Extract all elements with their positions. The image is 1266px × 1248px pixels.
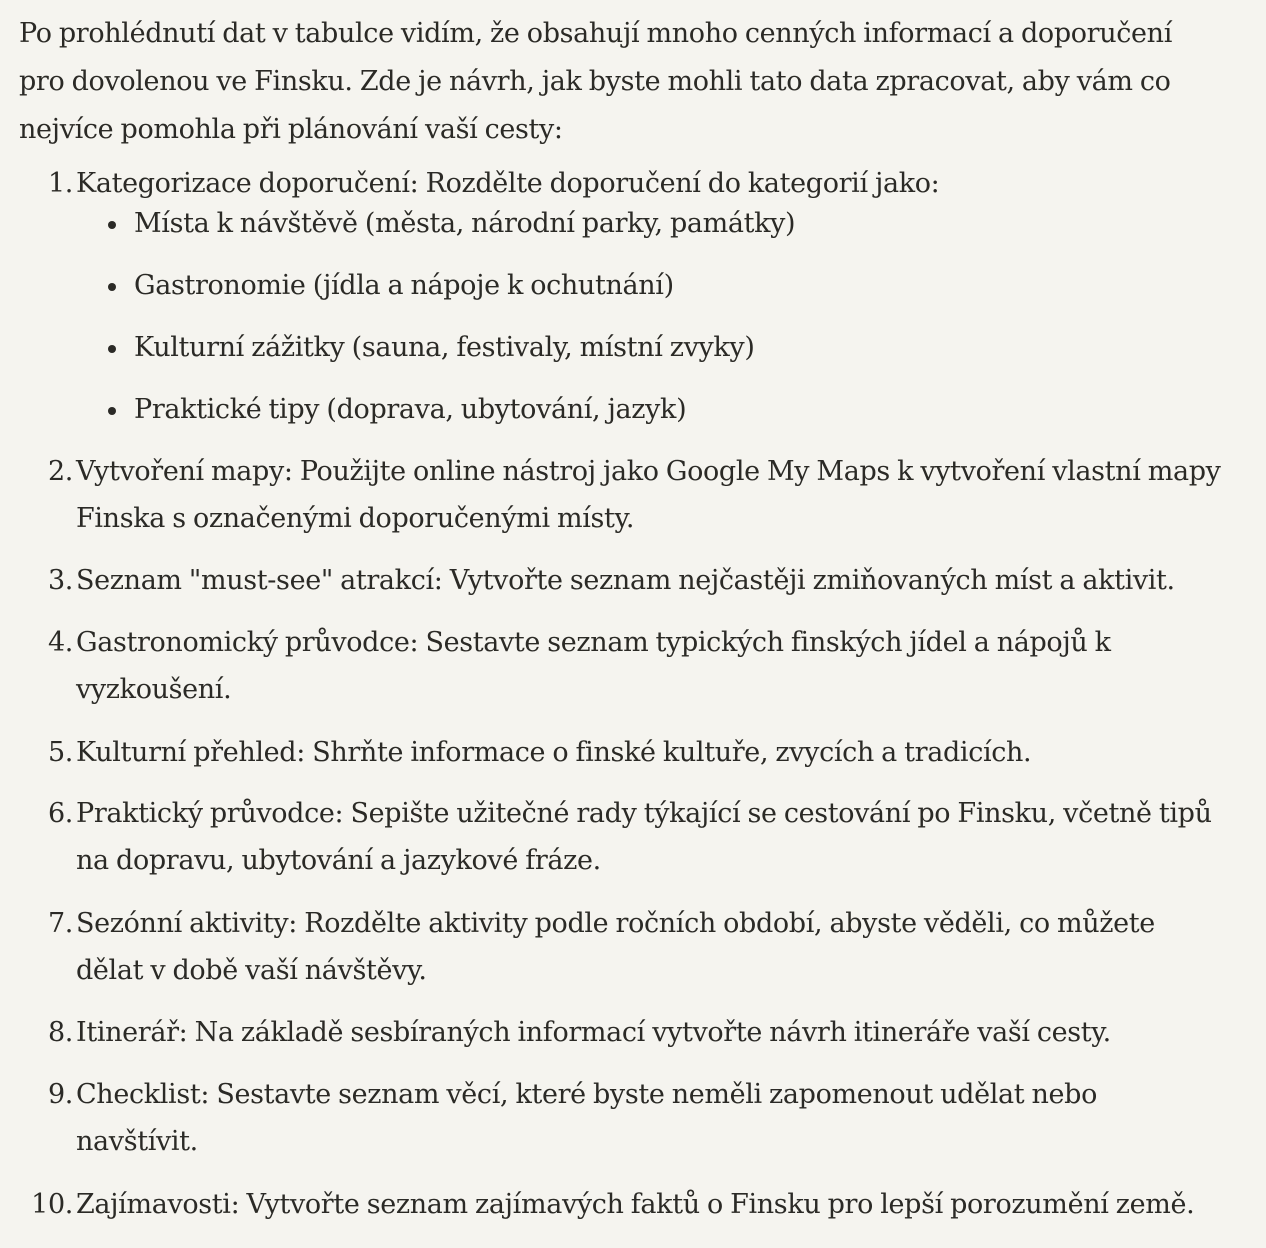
- list-item-categorization: [47, 160, 1226, 207]
- bullet-icon: [108, 345, 116, 353]
- list-item-text: Zajímavosti: Vytvořte seznam zajímavých faktů o Finsku pro lepší porozumění země.: [76, 1189, 1195, 1220]
- list-number: 8.: [47, 1017, 73, 1048]
- list-number: 1.: [47, 168, 73, 199]
- list-item-text: Kategorizace doporučení: Rozdělte doporučení do kategorií jako:: [76, 168, 940, 199]
- bullet-icon: [108, 407, 116, 415]
- list-item-text: Vytvoření mapy: Použijte online nástroj jako Google My Maps k vytvoření vlastní mapy Finska s označenými doporučenými místy.: [76, 456, 1221, 534]
- bullet-icon: [108, 283, 116, 291]
- list-number: 10.: [31, 1189, 73, 1220]
- list-item-text: Checklist: Sestavte seznam věcí, které byste neměli zapomenout udělat nebo navštívit.: [76, 1079, 1097, 1157]
- bullet-icon: [108, 221, 116, 229]
- list-item-gastronomy-guide: [47, 619, 1226, 713]
- list-item-must-see: [47, 557, 1226, 604]
- list-item-seasonal: [47, 900, 1226, 994]
- list-item-map: [47, 448, 1226, 542]
- list-number: 4.: [47, 627, 73, 658]
- list-number: 2.: [47, 456, 73, 487]
- list-number: 5.: [47, 737, 73, 768]
- list-item-text: Seznam "must-see" atrakcí: Vytvořte seznam nejčastěji zmiňovaných míst a aktivit.: [76, 565, 1175, 596]
- list-number: 7.: [47, 908, 73, 939]
- sublist-item-culture: [134, 328, 1134, 368]
- sublist-item-text: Gastronomie (jídla a nápoje k ochutnání): [134, 270, 674, 301]
- list-number: 3.: [47, 565, 73, 596]
- list-item-practical-guide: [47, 790, 1226, 884]
- list-item-text: Praktický průvodce: Sepište užitečné rady týkající se cestování po Finsku, včetně tipů na dopravu, ubytování a jazykové fráze.: [76, 798, 1212, 876]
- list-item-facts: [31, 1181, 1226, 1228]
- list-item-itinerary: [47, 1009, 1226, 1056]
- list-number: 9.: [47, 1079, 73, 1110]
- list-item-text: Gastronomický průvodce: Sestavte seznam typických finských jídel a nápojů k vyzkoušení.: [76, 627, 1111, 705]
- sublist-item-places: [134, 204, 1134, 244]
- list-number: 6.: [47, 798, 73, 829]
- intro-paragraph: Po prohlédnutí dat v tabulce vidím, že obsahují mnoho cenných informací a doporučení pro dovolenou ve Finsku. Zde je návrh, jak byste mohli tato data zpracovat, aby vám co nejvíce pomohla při plánování vaší cesty:: [19, 18, 1172, 145]
- sublist-item-text: Praktické tipy (doprava, ubytování, jazyk): [134, 394, 687, 425]
- list-item-checklist: [47, 1071, 1226, 1165]
- sublist-item-tips: [134, 390, 1134, 430]
- list-item-text: Itinerář: Na základě sesbíraných informací vytvořte návrh itineráře vaší cesty.: [76, 1017, 1111, 1048]
- list-item-text: Sezónní aktivity: Rozdělte aktivity podle ročních období, abyste věděli, co můžete dělat v době vaší návštěvy.: [76, 908, 1155, 986]
- sublist-item-text: Místa k návštěvě (města, národní parky, památky): [134, 208, 796, 239]
- list-item-text: Kulturní přehled: Shrňte informace o finské kultuře, zvycích a tradicích.: [76, 737, 1032, 768]
- sublist-item-text: Kulturní zážitky (sauna, festivaly, místní zvyky): [134, 332, 755, 363]
- sublist-item-gastronomy: [134, 266, 1134, 306]
- list-item-culture: [47, 729, 1226, 776]
